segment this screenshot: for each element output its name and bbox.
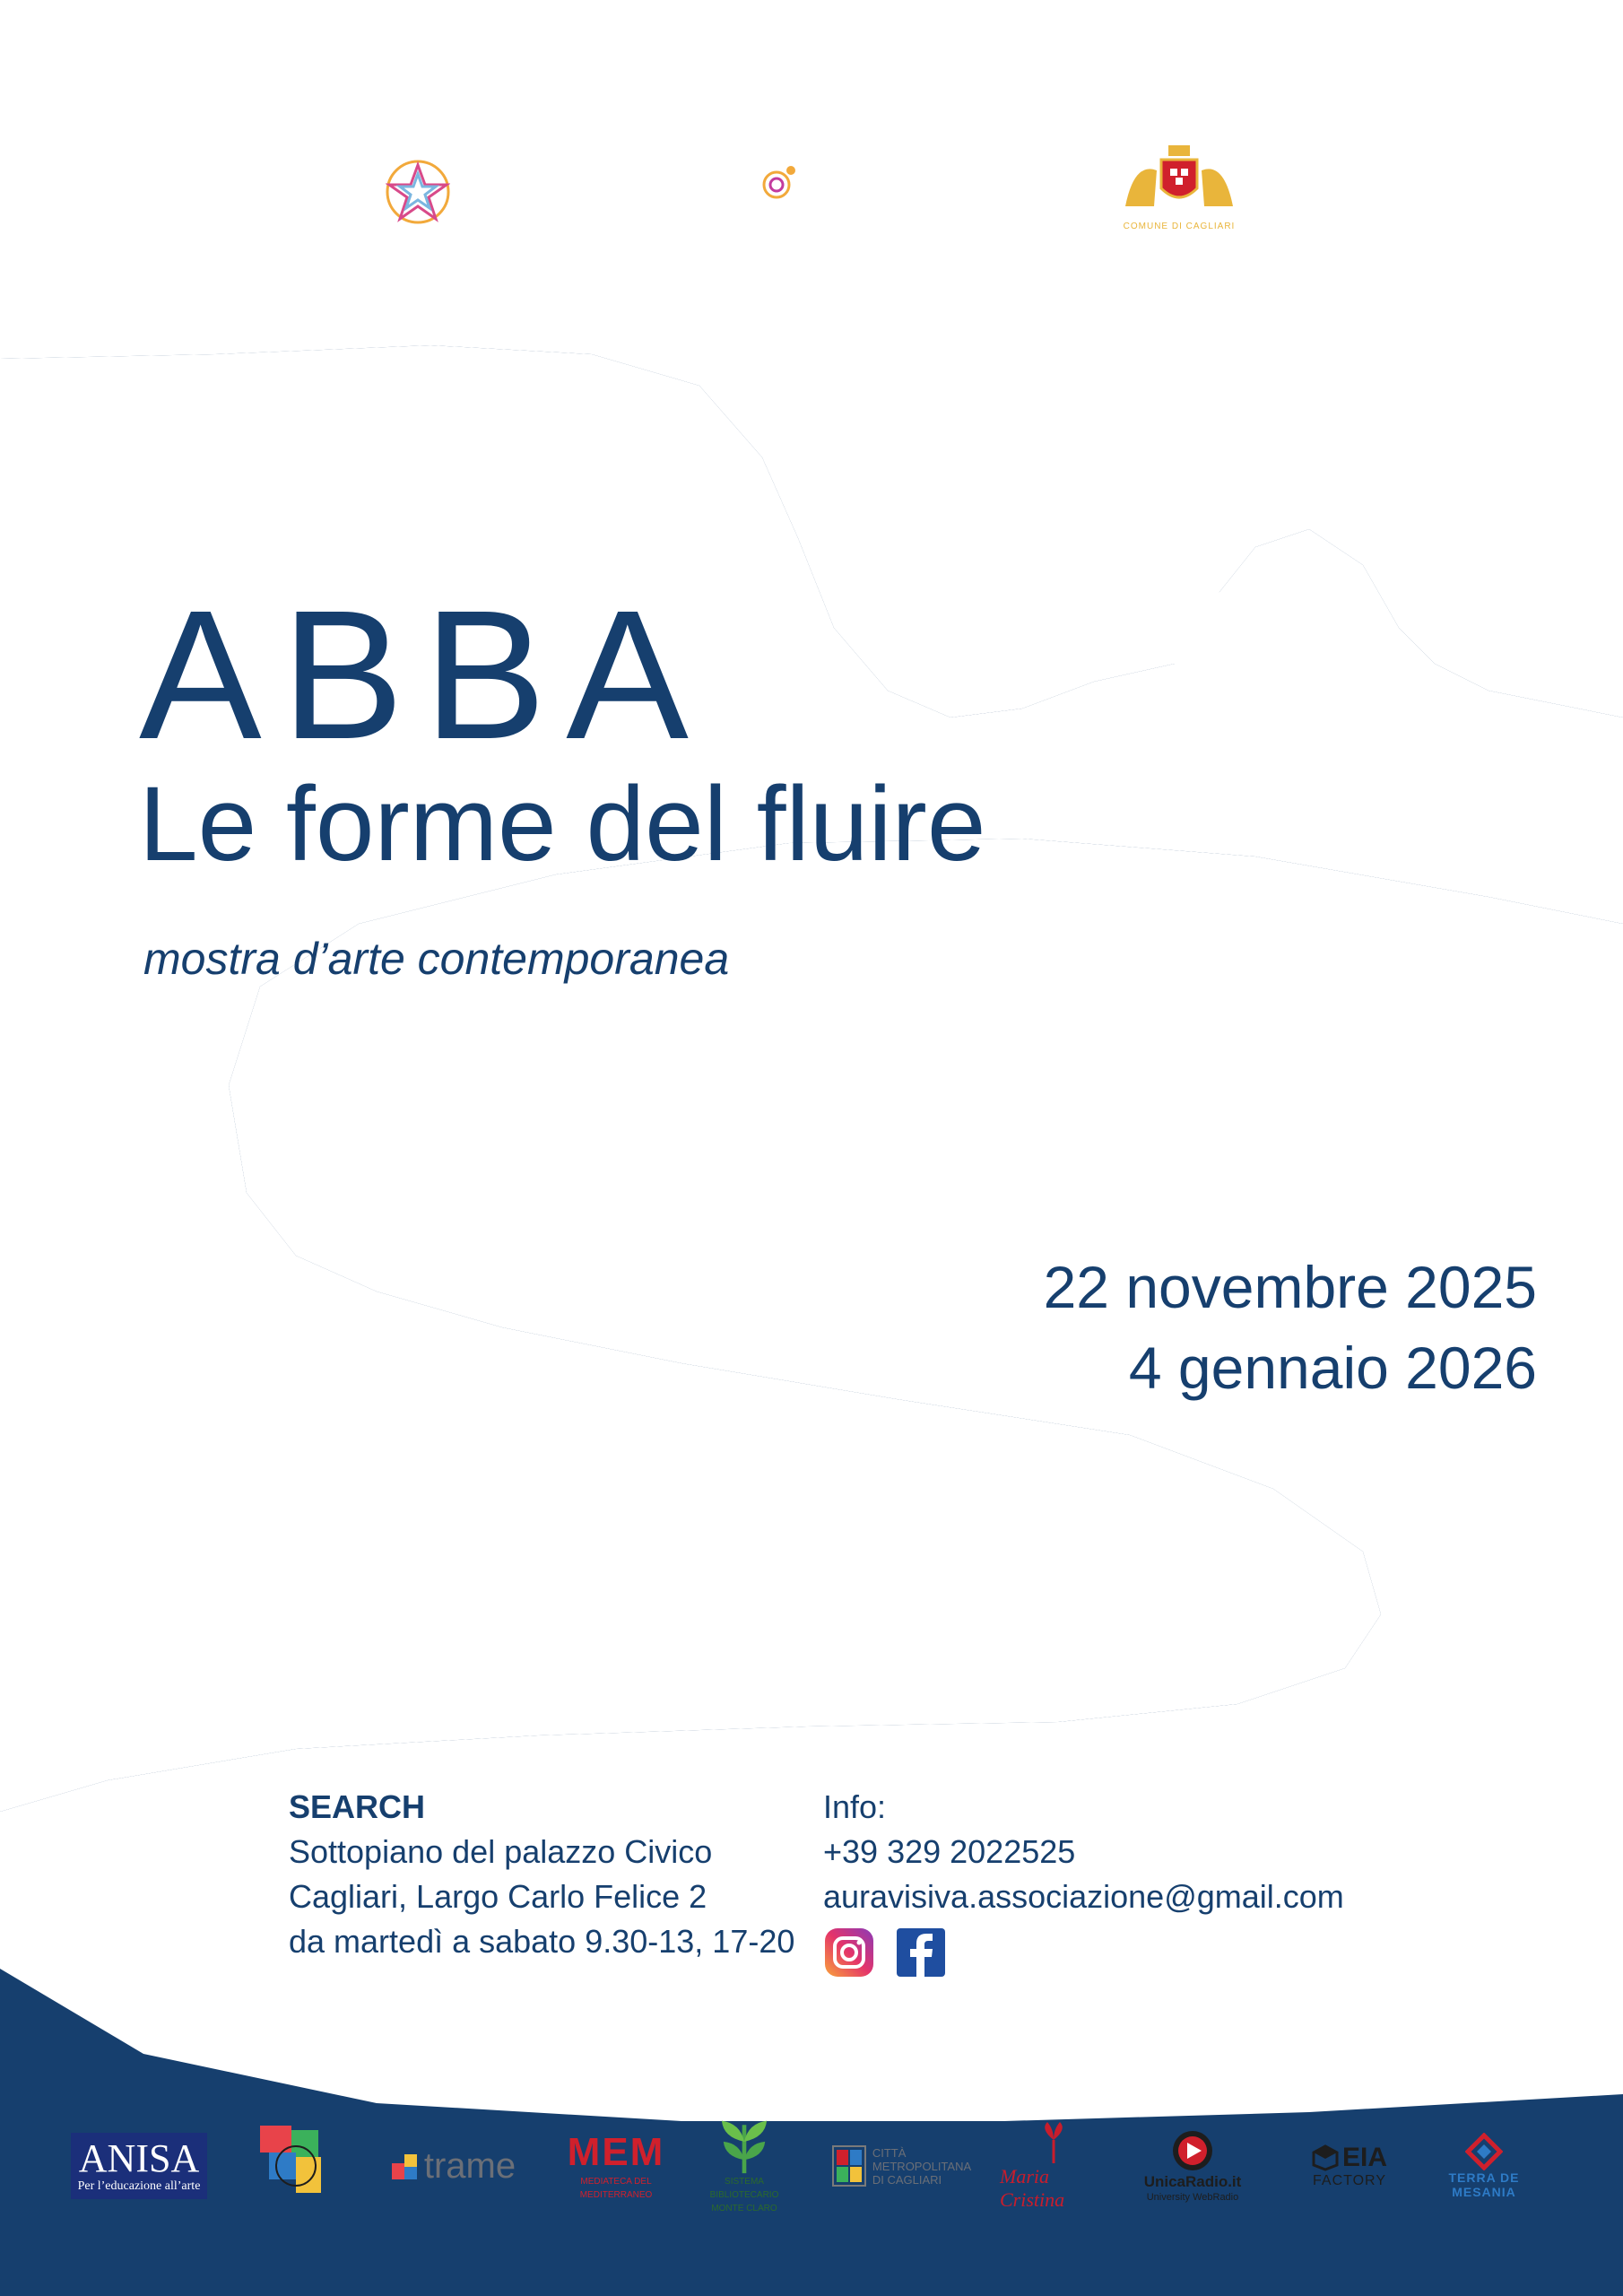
metro-line2: METROPOLITANA [872,2159,972,2173]
unica-tagline: University WebRadio [1146,2191,1239,2203]
partner-eia-factory [1291,2117,1408,2215]
trame-name: trame [423,2145,516,2186]
exhibition-subtitle: Le forme del fluire [139,765,986,883]
biblio-line1: SISTEMA BIBLIOTECARIO [709,2177,779,2200]
contact-label: Info: [823,1788,887,1825]
city-coat-of-arms-icon [1116,144,1242,217]
star-emblem-icon [386,160,450,224]
metro-crest-icon [831,2144,867,2187]
terra-line1: TERRA DE [1448,2170,1520,2185]
venue-line2: Cagliari, Largo Carlo Felice 2 [289,1878,707,1915]
trame-icon [390,2151,421,2181]
mem-caption: MEDIATECA DEL MEDITERRANEO [579,2177,653,2200]
anisa-tagline: Per l’educazione all’arte [77,2179,201,2193]
exhibition-tagline: mostra d’arte contemporanea [143,934,730,984]
leaf-icon [713,2117,776,2175]
facebook-icon[interactable] [895,1926,947,1979]
auravisiva-logo [760,161,977,204]
venue-line1: Sottopiano del palazzo Civico [289,1833,713,1870]
eia-sub: FACTORY [1313,2173,1386,2188]
instagram-icon[interactable] [823,1926,875,1979]
organization-label: Organizzazione [760,100,848,115]
biblio-line2: MONTE CLARO [711,2204,777,2213]
date-start: 22 novembre 2025 [1043,1254,1537,1320]
aura-swirl-icon [760,161,800,204]
partner-mem [549,2117,683,2215]
exhibition-title: ABBA [139,572,708,778]
eia-name: EIA [1341,2143,1387,2172]
unica-name: UnicaRadio.it [1143,2172,1242,2190]
contribution-label: Con il contributo di [375,97,479,111]
contact-phone[interactable]: +39 329 2022525 [823,1833,1076,1870]
partner-anisa [67,2117,211,2215]
anisa-name: ANISA [78,2136,200,2180]
city-name: COMUNE DI CAGLIARI [1123,222,1236,231]
exhibition-dates [1044,1247,1537,1408]
cube-icon [1312,2144,1339,2171]
flower-icon [1031,2120,1076,2165]
partner-maria-cristina [1000,2117,1107,2215]
face-collage-icon [256,2121,336,2211]
organizer-name: [auravisiva] [805,163,978,202]
foundation-name-line1: Fondazione [463,170,566,192]
contact-email[interactable]: auravisiva.associazione@gmail.com [823,1878,1344,1915]
partner-citta-metropolitana [825,2117,977,2215]
partner-trame [381,2117,525,2215]
maria-cristina-name: Maria Cristina [1000,2165,1065,2211]
venue-info-block [289,1785,794,1964]
partner-unicaradio [1130,2117,1255,2215]
contact-info-block [823,1785,1344,1979]
metro-line1: CITTÀ [872,2145,907,2160]
partner-terra-de-mesania [1435,2117,1533,2215]
partner-sistema-bibliotecario [690,2117,798,2215]
comune-cagliari-logo [1112,144,1246,231]
partner-face-art-logo [251,2117,341,2215]
social-icons [823,1926,1344,1979]
radio-play-icon [1166,2128,1219,2173]
terra-knot-icon [1465,2133,1503,2170]
exhibition-location: Cagliari, SEARCH [520,1606,1073,1683]
fondazione-sardegna-logo [386,160,569,224]
terra-line2: MESANIA [1452,2185,1516,2199]
metro-line3: DI CAGLIARI [872,2172,942,2187]
foundation-name-line2: di Sardegna [463,192,569,214]
patronage-label: Con il patrocinio del [1112,97,1222,111]
venue-hours: da martedì a sabato 9.30-13, 17-20 [289,1923,795,1960]
date-end: 4 gennaio 2026 [1128,1335,1537,1401]
mem-logo: MEM [567,2130,665,2174]
venue-name: SEARCH [289,1788,426,1825]
